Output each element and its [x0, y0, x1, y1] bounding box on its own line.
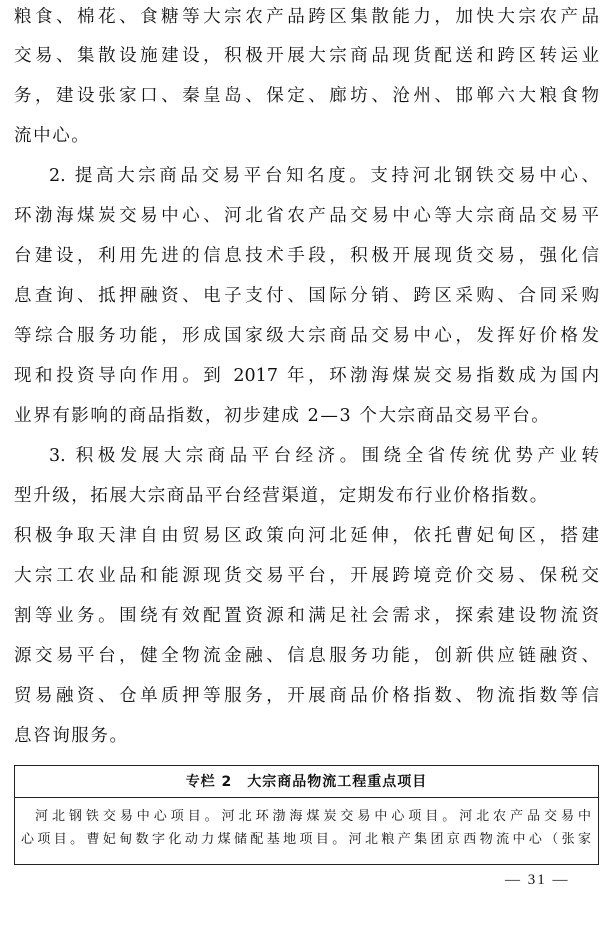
box-title: 专栏 2 大宗商品物流工程重点项目 [15, 766, 598, 798]
body-line-7: 台建设，利用先进的信息技术手段，积极开展现货交易，强化信 [14, 246, 599, 266]
body-line-4: 流中心。 [14, 126, 91, 146]
body-line-18: 贸易融资、仓单质押等服务，开展商品价格指数、物流指数等信 [14, 686, 599, 706]
body-line-13: 型升级，拓展大宗商品平台经营渠道，定期发布行业价格指数。 [14, 486, 549, 506]
box-line-1: 河北钢铁交易中心项目。河北环渤海煤炭交易中心项目。河北农产品交易中 [35, 809, 591, 824]
body-line-11: 业界有影响的商品指数，初步建成 2—3 个大宗商品交易平台。 [14, 406, 551, 426]
body-line-3: 务，建设张家口、秦皇岛、保定、廊坊、沧州、邯郸六大粮食物 [14, 86, 599, 106]
body-line-16: 割等业务。围绕有效配置资源和满足社会需求，探索建设物流资 [14, 606, 599, 626]
section-2-heading-line: 2. 提高大宗商品交易平台知名度。支持河北钢铁交易中心、 [49, 166, 599, 186]
body-line-6: 环渤海煤炭交易中心、河北省农产品交易中心等大宗商品交易平 [14, 206, 599, 226]
body-line-1: 粮食、棉花、食糖等大宗农产品跨区集散能力，加快大宗农产品 [14, 7, 599, 27]
body-line-10: 现和投资导向作用。到 2017 年，环渤海煤炭交易指数成为国内 [14, 366, 599, 386]
body-line-15: 大宗工农业品和能源现货交易平台，开展跨境竞价交易、保税交 [14, 566, 599, 586]
body-line-9: 等综合服务功能，形成国家级大宗商品交易中心，发挥好价格发 [14, 326, 599, 346]
body-line-14: 积极争取天津自由贸易区政策向河北延伸，依托曹妃甸区，搭建 [14, 526, 599, 546]
page-number: — 31 — [505, 872, 570, 888]
box-line-2: 心项目。曹妃甸数字化动力煤储配基地项目。河北粮产集团京西物流中心（张家 [21, 832, 591, 847]
body-line-8: 息查询、抵押融资、电子支付、国际分销、跨区采购、合同采购 [14, 286, 599, 306]
special-column-box [14, 765, 599, 865]
body-line-17: 源交易平台，健全物流金融、信息服务功能，创新供应链融资、 [14, 646, 599, 666]
section-3-heading-line: 3. 积极发展大宗商品平台经济。围绕全省传统优势产业转 [49, 446, 599, 466]
body-line-2: 交易、集散设施建设，积极开展大宗商品现货配送和跨区转运业 [14, 46, 599, 66]
body-line-19: 息咨询服务。 [14, 726, 129, 746]
